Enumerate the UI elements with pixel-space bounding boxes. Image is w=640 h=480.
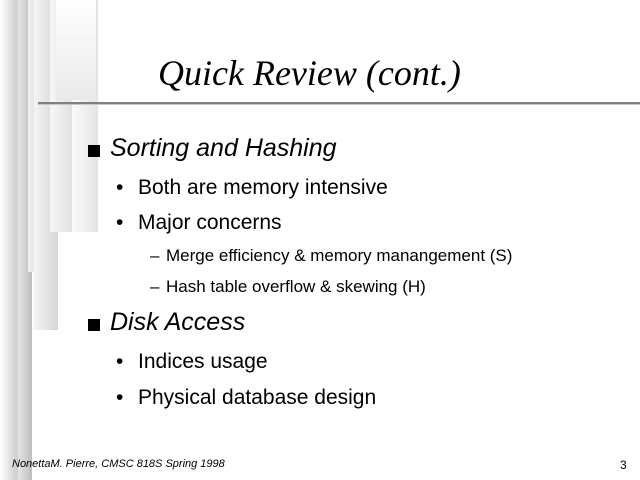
bullet-item: Indices usage [138,350,268,373]
page-number: 3 [620,458,627,472]
bullet-icon: • [116,350,124,373]
title-divider [38,102,640,105]
bullet-item: Major concerns [138,211,282,234]
bullet-item: Physical database design [138,386,377,409]
sub-bullet-item: Hash table overflow & skewing (H) [166,277,426,296]
bullet-icon: • [116,176,124,199]
dash-icon: – [150,246,160,265]
sub-bullet-item: Merge efficiency & memory manangement (S) [166,246,513,265]
footer-author: NonettaM. Pierre, CMSC 818S Spring 1998 [12,458,225,470]
section-heading: Sorting and Hashing [110,134,337,162]
bullet-icon: • [116,386,124,409]
square-bullet-icon [88,319,100,331]
decorative-bar [56,0,96,100]
bullet-item: Both are memory intensive [138,176,388,199]
section-heading: Disk Access [110,308,246,336]
dash-icon: – [150,277,160,296]
square-bullet-icon [88,145,100,157]
slide-title: Quick Review (cont.) [158,53,461,93]
bullet-icon: • [116,211,124,234]
